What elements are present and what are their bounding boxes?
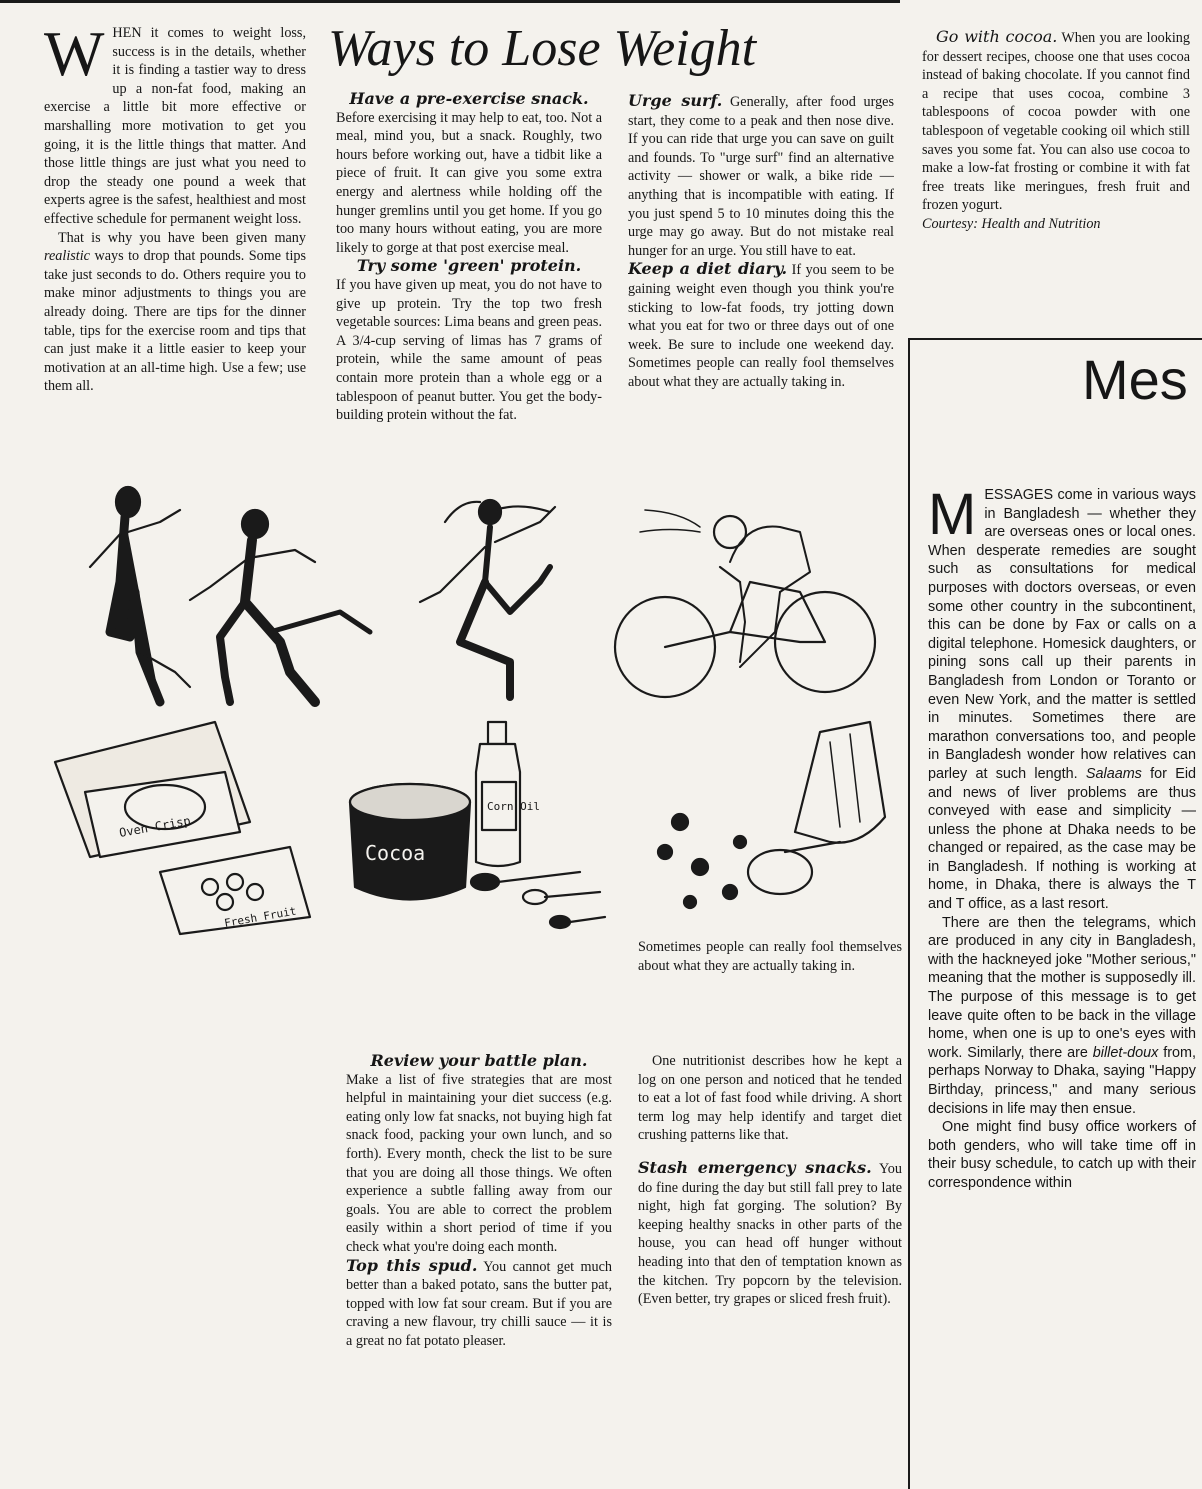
column-1 xyxy=(44,24,306,476)
column-2-lower xyxy=(346,938,612,1478)
side-paragraph-2-tail: from, perhaps Norway to Dhaka, saying "Happy Birthday, princess," and many serious decisions in life may then ensue. xyxy=(928,1044,1196,1117)
dancer-3-figure xyxy=(420,500,555,697)
billet-doux-word: billet-doux xyxy=(1092,1044,1159,1061)
realistic-emphasis: realistic xyxy=(44,248,90,265)
article-title: Ways to Lose Weight xyxy=(328,20,757,77)
cocoa-tin-label: Cocoa xyxy=(365,841,426,865)
intro-paragraph-2-cont: ways to drop that pounds. Some tips take just seconds to do. Others require you to make minor adjustments to things you are already doing. There are tips for the dinner table, tips for the exercise room and tips that can just make it a little easier to keep your motivation at an all-time high. Use a few; use them all. xyxy=(44,248,306,395)
green-tail-wrap xyxy=(346,938,612,1052)
battle-text: Make a list of five strategies that are most helpful in maintaining your diet success (e.g. eating only low fat snacks, not buying high fat snack food, packing your own lunch, and so forth). Every month, check the list to be sure that you are doing all those things. We often experience a subtle falling away from our goals. You are able to correct the problem easily within a short period of time if you check what you're doing each month. xyxy=(346,1071,612,1255)
side-article-body xyxy=(928,486,1196,1484)
snack-text: Before exercising it may help to eat, too. Not a meal, mind you, but a snack. Roughly, two hours before working out, have a tidbit like a piece of fruit. It can give you some extra energy and alertness while holding off the hunger gremlins until you get home. If you go too many hours without eating, you are more likely to gorge at that post exercise meal. xyxy=(336,109,602,256)
measuring-spoons xyxy=(471,872,605,928)
column-1-lower xyxy=(44,940,326,1485)
courtesy-credit: Courtesy: Health and Nutrition xyxy=(922,215,1101,232)
dancer-1-figure xyxy=(90,487,190,702)
ghost-diary-text: Sometimes people can really fool themselves about what they are actually taking in. xyxy=(638,939,902,974)
side-top-rule xyxy=(908,338,1202,340)
snack-heading: Have a pre-exercise snack. xyxy=(349,90,589,108)
column-3 xyxy=(628,92,894,472)
recipe-cards xyxy=(55,722,310,934)
intro-lead: HEN it comes to weight loss, success is in the details, whether it is finding a tastier way to dress up a non-fat food, making an exercise a little bit more effective or marshalling more motivation to get you going, it is the little things that matter. And those little things are just what you need to drop the steady one pound a week that experts agree is the safest, healthiest and most effective schedule for permanent weight loss. xyxy=(44,25,306,227)
diary-heading: Keep a diet diary. xyxy=(628,259,788,279)
green-text: If you have given up meat, you do not have to give up protein. Try the top two fresh vegetable sources: Lima beans and green peas. A 3/4-cup serving of limas has 7 grams of protein, while the same amount of peas contain more protein than a whole egg or a tablespoon of peanut butter. You get the body-building protein without the fat. xyxy=(336,276,602,424)
cocoa-tin xyxy=(350,784,470,900)
cocoa-heading: Go with cocoa. xyxy=(936,27,1058,46)
spud-heading: Top this spud. xyxy=(346,1255,478,1275)
battle-heading: Review your battle plan. xyxy=(370,1051,588,1070)
corn-oil-bottle xyxy=(476,722,540,866)
column-2 xyxy=(336,90,602,472)
intro-paragraph-2: That is why you have been given many xyxy=(58,229,306,246)
side-paragraph-1-tail: for Eid and news of liver problems are thus conveyed with ease and simplicity — unless the phone at Dhaka needs to be changed or repaired, as the case may be in Bangladesh. If nothing is working at home, in Dhaka, there is always the T and T office, as a last resort. xyxy=(928,765,1196,913)
side-paragraph-3: One might find busy office workers of both genders, who will take time off in their busy schedule, to catch up with their correspondence within xyxy=(928,1119,1196,1191)
corn-oil-label: Corn Oil xyxy=(487,800,540,813)
side-vertical-rule xyxy=(908,340,910,1489)
stash-heading: Stash emergency snacks. xyxy=(638,1157,872,1177)
stash-text: You do fine during the day but still fall prey to late night, high fat gorging. The solution? By keeping healthy snacks in other parts of the house, you can head off hunger without heading into that den of temptation known as the kitchen. Try popcorn by the television. (Even better, try grapes or sliced fresh fruit). xyxy=(638,1160,902,1308)
nutritionist-text: One nutritionist describes how he kept a log on one person and noticed that he tended to eat a lot of fast food while driving. A short term log may help identify and target diet crushing patterns like that. xyxy=(638,1053,902,1144)
exercise-food-illustration xyxy=(40,472,906,938)
column-4 xyxy=(922,8,1190,334)
diary-text: If you seem to be gaining weight even though you think you're sticking to low-fat foods, try jotting down what you eat for two or three days out of one week. Be sure to include one weekend day. Sometimes people can really fool themselves about what they are actually taking in. xyxy=(628,262,894,390)
urge-heading: Urge surf. xyxy=(628,92,723,110)
urge-text: Generally, after food urges start, they come to a peak and then nose dive. If you can ride that urge you can save on guilt and founds. To "urge surf" find an alternative activity — shower or walk, a bike ride — anything that is incompatible with eating. If you just spend 5 to 10 minutes doing this the urge may go away. But do not mistake real hunger for an urge. You still have to eat. xyxy=(628,94,894,259)
side-drop-cap: M xyxy=(928,486,977,547)
diary-tail-wrap xyxy=(638,938,902,1052)
side-paragraph-1: ESSAGES come in various ways in Bangladesh — whether they are overseas ones or local ones. When desperate remedies are sought such as consultations for medical purposes with doctors overseas, or even some other country in the subcontinent, this can be done by Fax or calls on a digital telephone. Homesick daughters, or pining sons call up their parents in Bangladesh from London or Toranto or even New York, and the matter is settled in minutes. Sometimes there are marathon conversations too, and people in Bangladesh wonder how relatives can parley at such length. xyxy=(928,487,1196,782)
cyclist-figure xyxy=(615,510,875,697)
salaams-word: Salaams xyxy=(1085,765,1142,782)
stash-tail-wrap xyxy=(922,8,1190,28)
side-paragraph-2: There are then the telegrams, which are produced in any city in Bangladesh, with the hackneyed joke "Mother serious," meaning that the mother is supposedly ill. The purpose of this message is to get leave quite often to be back in the village home, when one is up to one's eyes with work. Similarly, there are xyxy=(928,914,1196,1061)
cocoa-text: When you are looking for dessert recipes, choose one that uses cocoa instead of baking chocolate. If you cannot find a recipe that uses cocoa, combine 3 tablespoons of cocoa powder with one tablespoon of vegetable cooking oil which still saves you some fat. You can also use cocoa to make a low-fat frosting or combine it with fat free treats like meringues, fresh fruit and frozen yogurt. xyxy=(922,30,1190,214)
green-heading: Try some 'green' protein. xyxy=(356,256,582,276)
top-rule xyxy=(0,0,900,3)
spud-text: You cannot get much better than a baked potato, sans the butter pat, topped with low fat sour cream. But if you are craving a new flavour, try chilli sauce — it is a great no fat potato pleaser. xyxy=(346,1258,612,1349)
dancer-2-figure xyxy=(190,510,370,702)
snack-bag xyxy=(658,722,885,908)
column-3-lower xyxy=(638,938,902,1483)
fresh-fruit-label: Fresh Fruit xyxy=(223,904,298,930)
oven-crisp-label: Oven Crisp xyxy=(118,813,192,840)
drop-cap: W xyxy=(44,24,105,89)
ghost-green-text xyxy=(346,938,612,941)
side-title-fragment: Mes xyxy=(1082,348,1188,411)
